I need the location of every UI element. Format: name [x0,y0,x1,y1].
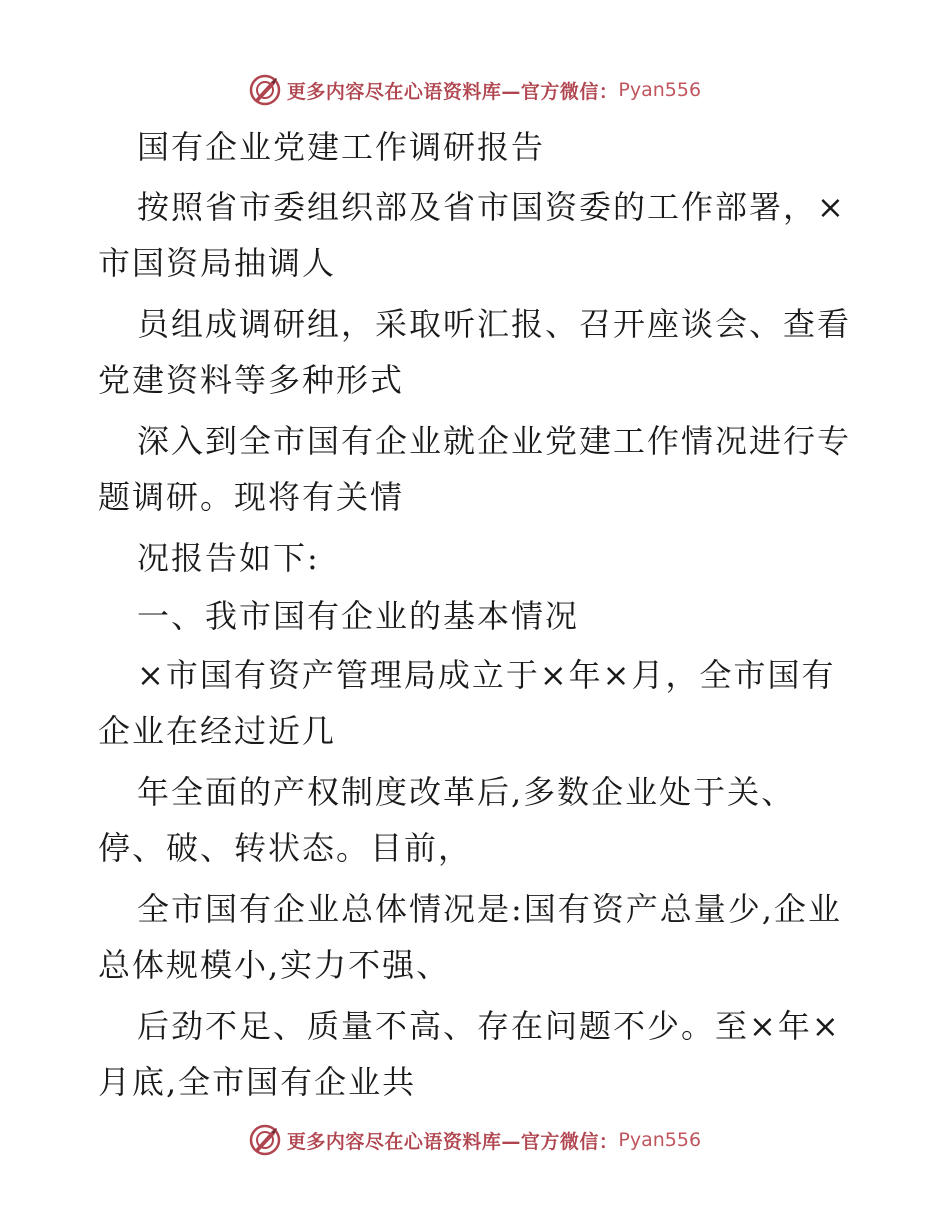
paragraph-line: 市国资局抽调人 [98,244,337,282]
section-heading: 一、我市国有企业的基本情况 [137,597,580,635]
paragraph-line: 总体规模小,实力不强、 [98,946,451,984]
paragraph-line: 深入到全市国有企业就企业党建工作情况进行专 [137,422,852,460]
header-banner [0,70,950,110]
paragraph-line: 按照省市委组织部及省市国资委的工作部署，× [137,188,846,226]
paragraph-line: 员组成调研组，采取听汇报、召开座谈会、查看 [137,305,852,343]
banner-wechat-id: Pyan556 [618,79,702,101]
quill-logo-icon [249,1124,281,1156]
document-title: 国有企业党建工作调研报告 [137,128,546,166]
paragraph-line: 停、破、转状态。目前， [98,829,473,867]
banner-text: 更多内容尽在心语资料库—官方微信： [286,80,619,103]
quill-logo-icon [249,74,281,106]
paragraph-line: 全市国有企业总体情况是:国有资产总量少,企业 [137,890,842,928]
banner-text: 更多内容尽在心语资料库—官方微信： [286,1130,619,1153]
paragraph-line: ×市国有资产管理局成立于×年×月，全市国有 [137,656,836,694]
paragraph-line: 月底,全市国有企业共 [98,1063,417,1101]
paragraph-line: 题调研。现将有关情 [98,478,405,516]
paragraph-line: 企业在经过近几 [98,712,337,750]
paragraph-line: 年全面的产权制度改革后,多数企业处于关、 [137,773,796,811]
paragraph-line: 况报告如下: [137,539,320,577]
paragraph-line: 党建资料等多种形式 [98,361,405,399]
paragraph-line: 后劲不足、质量不高、存在问题不少。至×年× [137,1007,841,1045]
footer-banner [0,1120,950,1160]
banner-wechat-id: Pyan556 [618,1129,702,1151]
